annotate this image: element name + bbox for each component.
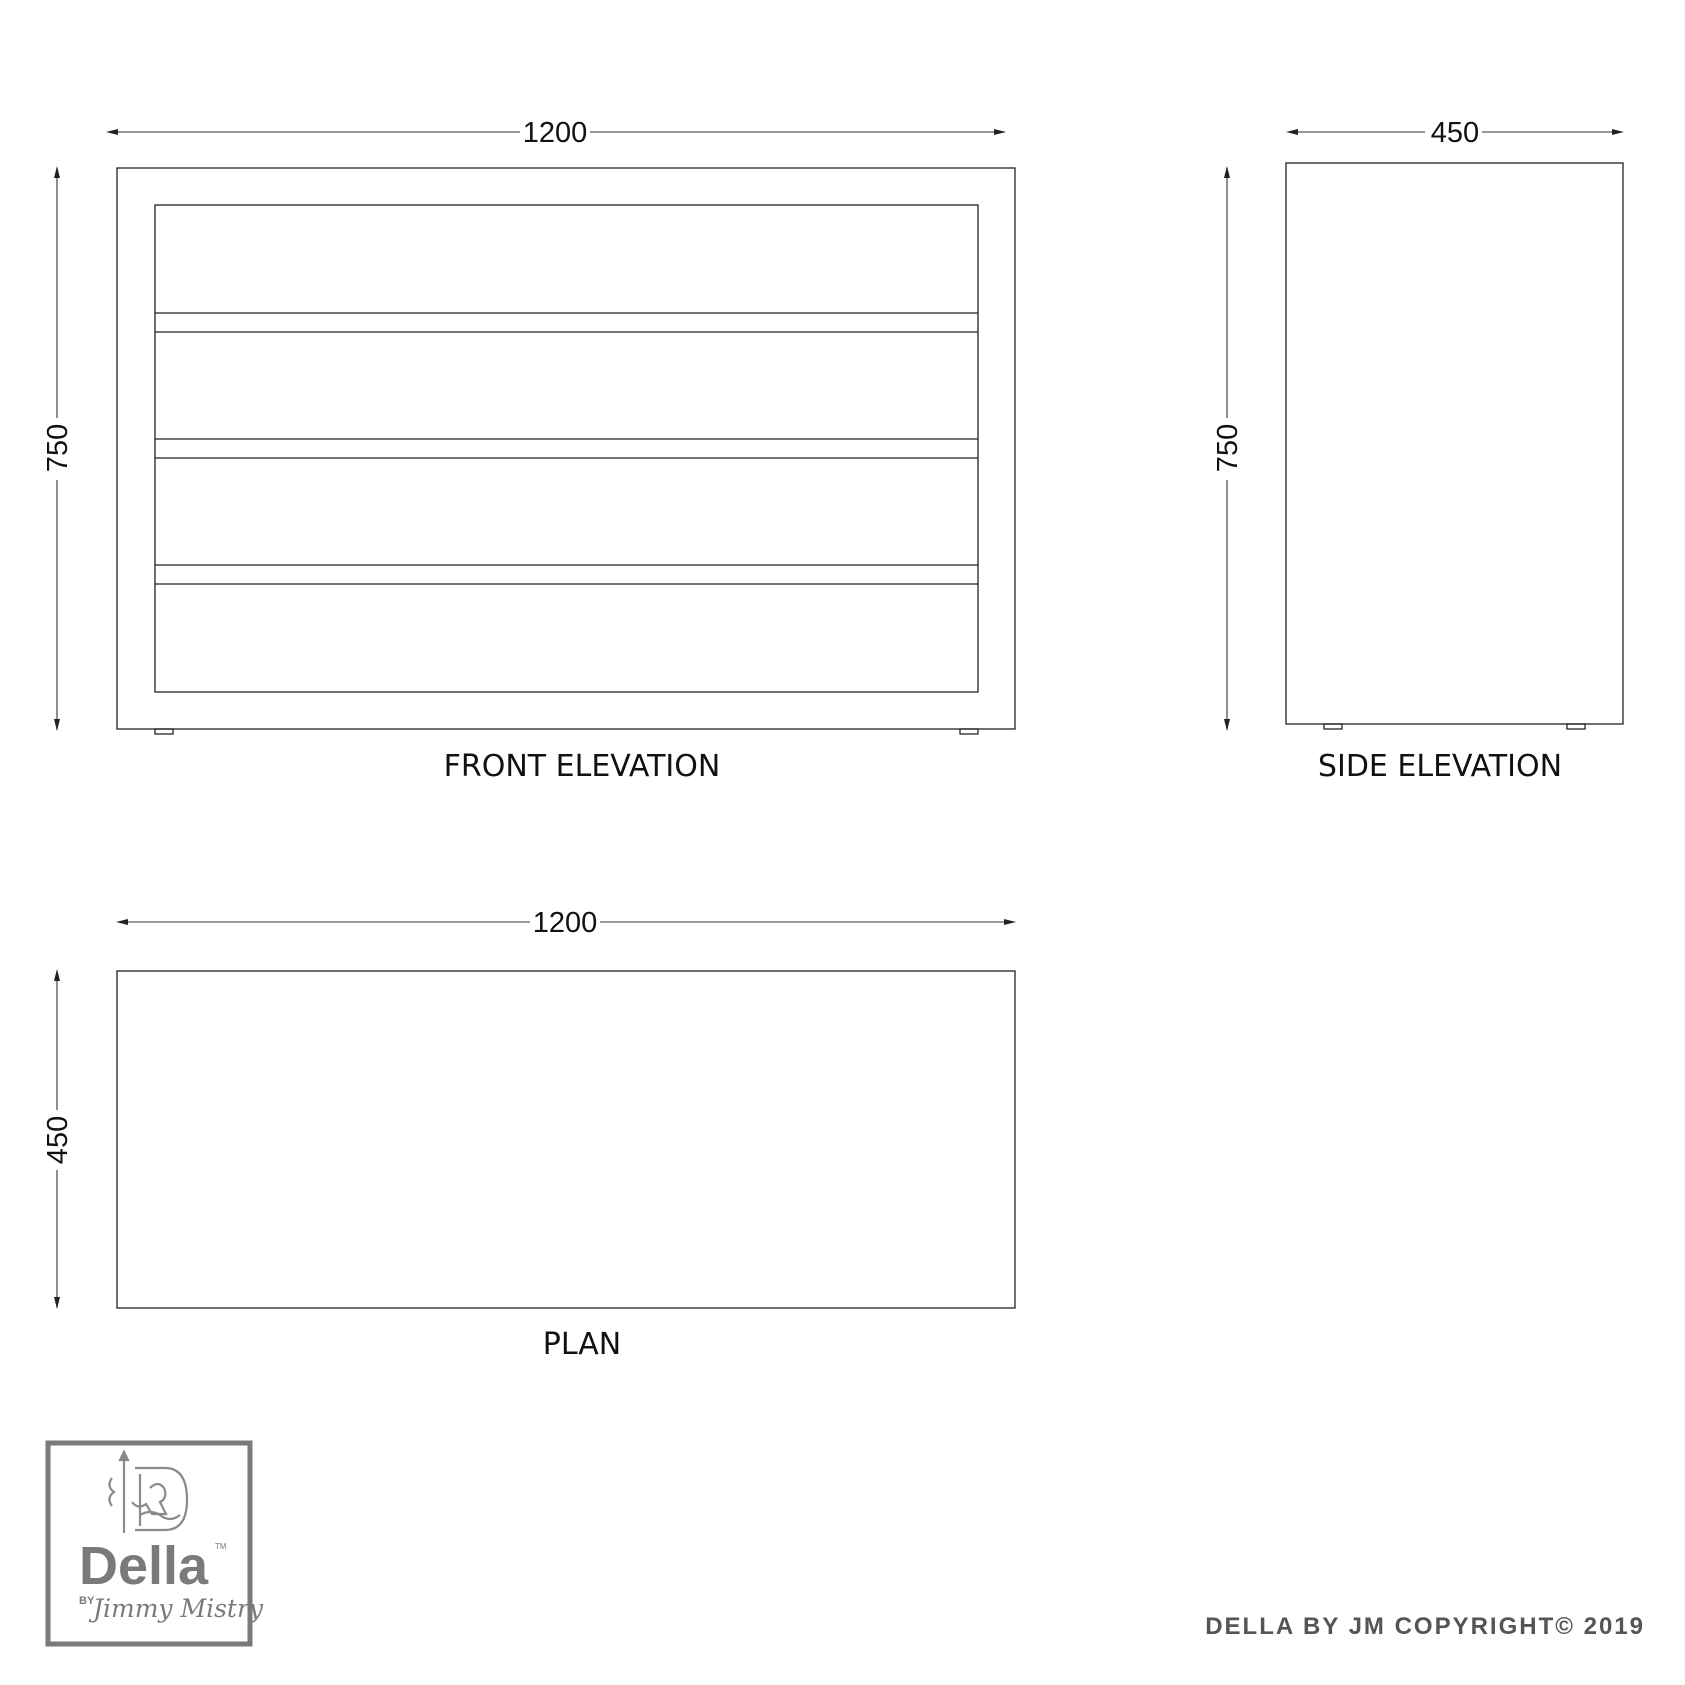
plan-width-label: 1200 — [532, 907, 598, 939]
plan-outline — [117, 971, 1015, 1308]
side-width-dimension — [1286, 117, 1624, 149]
side-foot-left — [1324, 724, 1342, 729]
front-foot-left — [155, 729, 173, 734]
logo-brand-text: Della — [79, 1536, 209, 1596]
front-outer-frame — [117, 168, 1015, 729]
side-height-dimension — [1212, 166, 1244, 731]
front-foot-right — [960, 729, 978, 734]
logo-by-text: BY — [79, 1595, 95, 1607]
lion-crest-icon — [109, 1452, 187, 1533]
front-width-label: 1200 — [522, 117, 588, 149]
plan-depth-dimension — [42, 969, 74, 1309]
logo-designer-signature: Jimmy Mistry — [93, 1594, 264, 1623]
side-elevation — [1212, 117, 1624, 784]
plan-depth-label: 450 — [42, 1115, 74, 1165]
side-height-label: 750 — [1212, 423, 1244, 473]
side-width-label: 450 — [1430, 117, 1480, 149]
front-height-dimension — [42, 166, 74, 731]
plan-title: PLAN — [542, 1327, 622, 1362]
front-elevation-title: FRONT ELEVATION — [443, 749, 721, 784]
front-height-label: 750 — [42, 423, 74, 473]
front-elevation — [42, 117, 1015, 784]
plan-view — [42, 907, 1016, 1362]
logo-trademark: TM — [215, 1542, 227, 1551]
side-foot-right — [1567, 724, 1585, 729]
side-outer-frame — [1286, 163, 1623, 724]
della-logo — [48, 1443, 264, 1644]
front-inner-frame — [155, 205, 978, 692]
side-elevation-title: SIDE ELEVATION — [1317, 749, 1563, 784]
front-width-dimension — [106, 117, 1006, 149]
plan-width-dimension — [116, 907, 1016, 939]
copyright-notice: DELLA BY JM COPYRIGHT© 2019 — [1205, 1613, 1645, 1640]
drawer-dividers — [155, 313, 978, 584]
